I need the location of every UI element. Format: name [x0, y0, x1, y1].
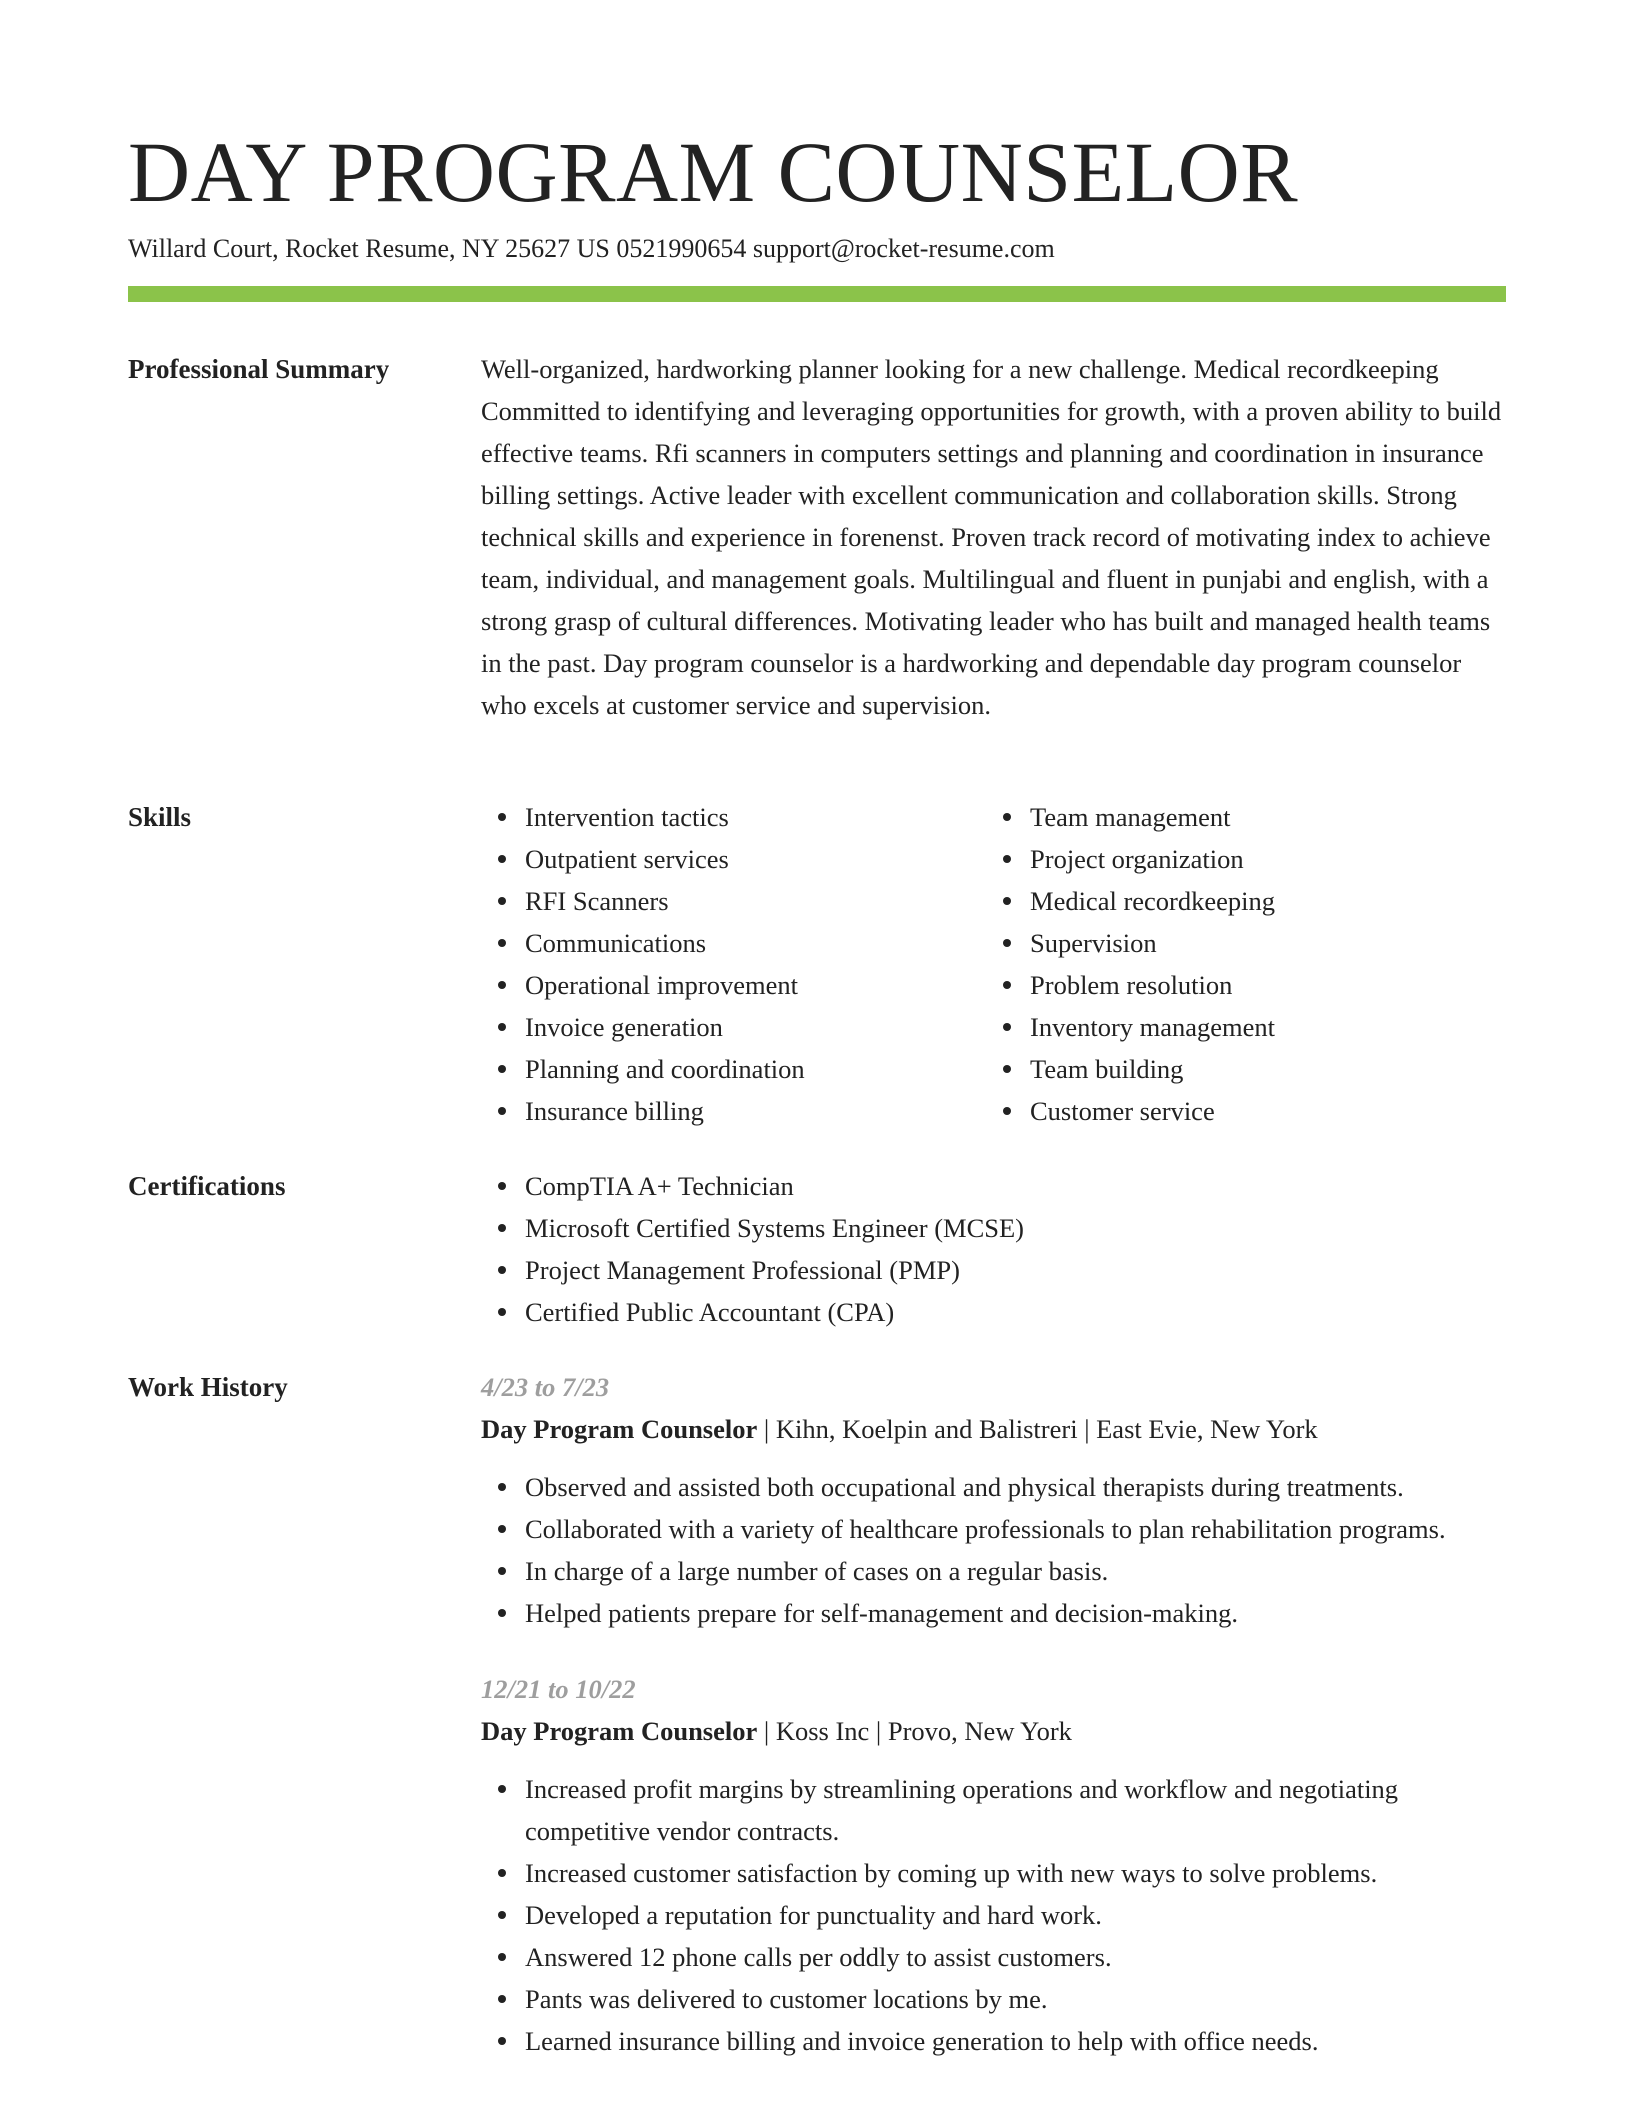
- skills-columns: [481, 796, 1506, 1136]
- skill-item: Customer service: [1030, 1090, 1275, 1132]
- job-bullet: Collaborated with a variety of healthcare professionals to plan rehabilitation programs.: [525, 1508, 1506, 1550]
- summary-heading: Professional Summary: [128, 354, 390, 384]
- job-entry: [481, 1366, 1506, 1634]
- job-bullet: Helped patients prepare for self-management and decision-making.: [525, 1592, 1506, 1634]
- job-bullet: Observed and assisted both occupational and physical therapists during treatments.: [525, 1466, 1506, 1508]
- job-dates: 4/23 to 7/23: [481, 1372, 610, 1402]
- skill-item: Problem resolution: [1030, 964, 1275, 1006]
- certifications-heading: Certifications: [128, 1171, 286, 1201]
- skill-item: Operational improvement: [525, 964, 805, 1006]
- skill-item: Project organization: [1030, 838, 1275, 880]
- skills-list-left: [481, 796, 805, 1132]
- job-bullet: Increased customer satisfaction by coming up with new ways to solve problems.: [525, 1852, 1506, 1894]
- certification-item: Certified Public Accountant (CPA): [525, 1291, 1506, 1333]
- contact-info: Willard Court, Rocket Resume, NY 25627 US 0521990654 support@rocket-resume.com: [128, 234, 1055, 263]
- job-details: | Kihn, Koelpin and Balistreri | East Evie, New York: [757, 1414, 1318, 1444]
- skill-item: Insurance billing: [525, 1090, 805, 1132]
- certification-item: CompTIA A+ Technician: [525, 1165, 1506, 1207]
- job-bullet: Developed a reputation for punctuality and hard work.: [525, 1894, 1506, 1936]
- skill-item: Team management: [1030, 796, 1275, 838]
- skill-item: RFI Scanners: [525, 880, 805, 922]
- job-header: [481, 1710, 1506, 1752]
- work-history-heading: Work History: [128, 1372, 288, 1402]
- certification-item: Project Management Professional (PMP): [525, 1249, 1506, 1291]
- job-bullet: In charge of a large number of cases on a regular basis.: [525, 1550, 1506, 1592]
- job-title: Day Program Counselor: [481, 1414, 758, 1444]
- job-entry: [481, 1668, 1506, 2062]
- resume-name: DAY PROGRAM COUNSELOR: [128, 124, 1299, 220]
- skill-item: Invoice generation: [525, 1006, 805, 1048]
- skill-item: Outpatient services: [525, 838, 805, 880]
- skill-item: Medical recordkeeping: [1030, 880, 1275, 922]
- skill-item: Planning and coordination: [525, 1048, 805, 1090]
- skill-item: Team building: [1030, 1048, 1275, 1090]
- job-header: [481, 1408, 1506, 1450]
- header-divider: [128, 286, 1506, 302]
- certification-item: Microsoft Certified Systems Engineer (MCSE): [525, 1207, 1506, 1249]
- skills-heading: Skills: [128, 802, 192, 832]
- skill-item: Supervision: [1030, 922, 1275, 964]
- skills-list-right: [986, 796, 1275, 1132]
- job-dates: 12/21 to 10/22: [481, 1674, 636, 1704]
- skill-item: Communications: [525, 922, 805, 964]
- job-title: Day Program Counselor: [481, 1716, 758, 1746]
- job-bullets: [481, 1466, 1506, 1634]
- job-bullet: Answered 12 phone calls per oddly to assist customers.: [525, 1936, 1506, 1978]
- job-details: | Koss Inc | Provo, New York: [757, 1716, 1072, 1746]
- summary-text: Well-organized, hardworking planner looking for a new challenge. Medical recordkeeping Committed to identifying and leveraging opportunities for growth, with a proven ability to build effective teams. Rfi scanners in computers settings and planning and coordination in insurance billing settings. Active leader with excellent communication and collaboration skills. Strong technical skills and experience in forenenst. Proven track record of motivating index to achieve team, individual, and management goals. Multilingual and fluent in punjabi and english, with a strong grasp of cultural differences. Motivating leader who has built and managed health teams in the past. Day program counselor is a hardworking and dependable day program counselor who excels at customer service and supervision.: [481, 354, 1502, 720]
- certifications-list: [481, 1165, 1506, 1333]
- skill-item: Intervention tactics: [525, 796, 805, 838]
- job-bullet: Learned insurance billing and invoice generation to help with office needs.: [525, 2020, 1506, 2062]
- job-bullet: Pants was delivered to customer locations by me.: [525, 1978, 1506, 2020]
- job-bullets: [481, 1768, 1506, 2062]
- skill-item: Inventory management: [1030, 1006, 1275, 1048]
- job-bullet: Increased profit margins by streamlining operations and workflow and negotiating competitive vendor contracts.: [525, 1768, 1506, 1852]
